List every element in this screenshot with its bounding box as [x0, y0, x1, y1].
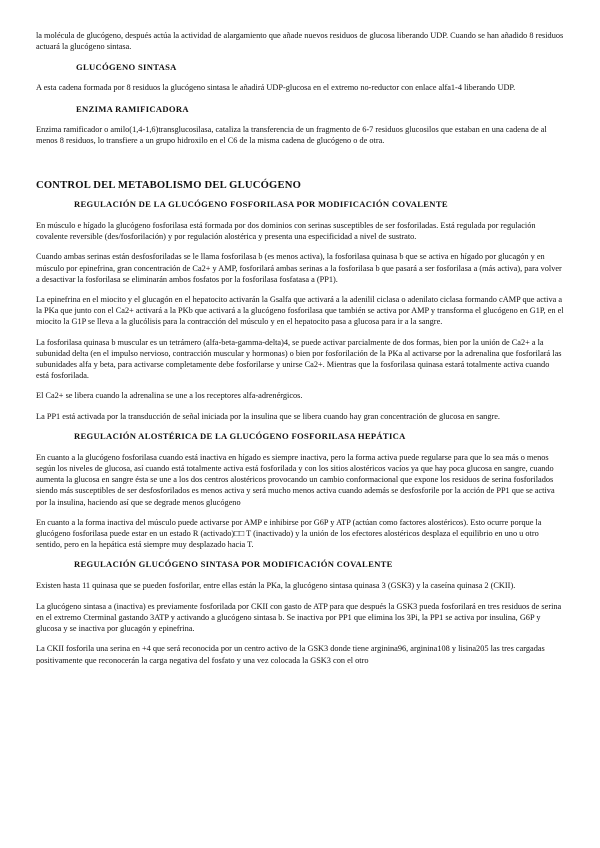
paragraph: Cuando ambas serinas están desfosforiladas se le llama fosforilasa b (es menos activa), la fosforilasa quinasa b que se activa en hígado por glucagón y en músculo por epinefrina, gran concentración de Ca2+ y AMP, fosforilará ambas serinas a la fosforilasa b que pasará a ser fosforilasa a (más activa), para volver a desactivar la fosforilasa se eliminarán ambos fosfatos por la fosforilasa fosfatasa a (PP1). [36, 252, 562, 284]
paragraph: A esta cadena formada por 8 residuos la glucógeno sintasa le añadirá UDP-glucosa en el extremo no-reductor con enlace alfa1-4 liberando UDP. [36, 83, 516, 93]
paragraph: Enzima ramificador o amilo(1,4-1,6)transglucosilasa, cataliza la transferencia de un fragmento de 6-7 residuos glucosilos que estaban en una cadena de al menos 8 residuos, lo transfiere a un grupo hidroxilo en el C6 de la misma cadena de glucógeno o de otra. [36, 124, 547, 145]
section-heading-glucogeno-sintasa: GLUCÓGENO SINTASA [76, 62, 177, 73]
chapter-heading-control: CONTROL DEL METABOLISMO DEL GLUCÓGENO [36, 180, 302, 192]
paragraph: En cuanto a la forma inactiva del músculo puede activarse por AMP e inhibirse por G6P y ATP (actúan como factores alostéricos). Esto ocurre porque la glucógeno fosforilasa puede estar en un estado R (activado)□□ T (inactivado) y la unión de los efectores alostéricos desplaza el equilibrio en uno u otro sentido, pero en la hepática está siempre muy desplazado hacia T. [36, 517, 542, 550]
section-heading-enzima-ramificadora: ENZIMA RAMIFICADORA [76, 103, 189, 114]
paragraph: La epinefrina en el miocito y el glucagón en el hepatocito activarán la Gsalfa que activará a la adenilil ciclasa o adenilato ciclasa formando cAMP que activa a la PKa que junto con el Ca2+ activará a la PKb que activará a la glucógeno fosforilasa que también se activa por AMP y transforma el glucógeno en G1P, en el miocito la G1P se lleva a la glucólisis para la contracción del músculo y en el hepatocito pasa a glucosa para ir a la sangre. [36, 295, 564, 327]
paragraph: En cuanto a la glucógeno fosforilasa cuando está inactiva en hígado es siempre inactiva, pero la forma activa puede regularse para que lo sea más o menos según los niveles de glucosa, así cuando está totalmente activa está fosforilada y con los sitios alostéricos vacíos ya que hay poca glucosa en sangre, cuando aumenta la glucosa en sangre ésta se une a los dos centros alostéricos provocando un cambio conformacional que expone los residuos de serina fosforilados siendo más susceptibles de ser desfosforilados es menos activa y será mucho menos activa cuando además se desfosforile por la acción de PP1 que se activa por la insulina, haciendo así que se degrade menos glucógeno [36, 452, 555, 507]
paragraph: En músculo e hígado la glucógeno fosforilasa está formada por dos dominios con serinas susceptibles de ser fosforiladas. Está regulada por regulación covalente reversible (des/fosforilación) y por regulación alostérica y presenta una especificidad a nivel de sustrato. [36, 221, 536, 242]
paragraph: La CKII fosforila una serina en +4 que será reconocida por un centro activo de la GSK3 donde tiene arginina96, arginina108 y lisina205 las tres cargadas positivamente que reconocerán la carga negativa del fosfato y una vez colocada la GSK3 con el otro [36, 644, 545, 665]
paragraph: La PP1 está activada por la transducción de señal iniciada por la insulina que se libera cuando hay gran concentración de glucosa en sangre. [36, 411, 500, 421]
paragraph: Existen hasta 11 quinasa que se pueden fosforilar, entre ellas están la PKa, la glucógeno sintasa quinasa 3 (GSK3) y la caseína quinasa 2 (CKII). [36, 581, 516, 591]
section-heading-glucogeno-sintasa-covalente: REGULACIÓN GLUCÓGENO SINTASA POR MODIFICACIÓN COVALENTE [74, 559, 393, 570]
section-heading-regulacion-alosterica: REGULACIÓN ALOSTÉRICA DE LA GLUCÓGENO FOSFORILASA HEPÁTICA [74, 430, 406, 441]
paragraph: La fosforilasa quinasa b muscular es un tetrámero (alfa-beta-gamma-delta)4, se puede activar parcialmente de dos formas, bien por la unión de Ca2+ a la subunidad delta (en el impulso nervioso, contracción muscular y hormonas) o bien por fosforilación de la PKa al activarse por la adrenalina que fosforilará las subunidades alfa y beta, para activarse completamente debe fosforilarse y unirse Ca2+. Mientras que la fosforilasa quinasa estará totalmente activa cuando está fosforilada. [36, 337, 562, 381]
paragraph: La glucógeno sintasa a (inactiva) es previamente fosforilada por CKII con gasto de ATP para que después la GSK3 pueda fosforilará en tres residuos de serina en el extremo Cterminal gastando 3ATP y activando a glucógeno sintasa b. Se inactiva por PP1 que elimina los 3Pi, la PP1 se activa por insulina, G6P y glucosa y se inactiva por glucagón y epinefrina. [36, 601, 562, 634]
section-heading-regulacion-covalente: REGULACIÓN DE LA GLUCÓGENO FOSFORILASA POR MODIFICACIÓN COVALENTE [74, 199, 448, 210]
paragraph: la molécula de glucógeno, después actúa la actividad de alargamiento que añade nuevos residuos de glucosa liberando UDP. Cuando se han añadido 8 residuos actuará la glucógeno sintasa. [36, 31, 564, 52]
paragraph: El Ca2+ se libera cuando la adrenalina se une a los receptores alfa-adrenérgicos. [36, 391, 303, 401]
